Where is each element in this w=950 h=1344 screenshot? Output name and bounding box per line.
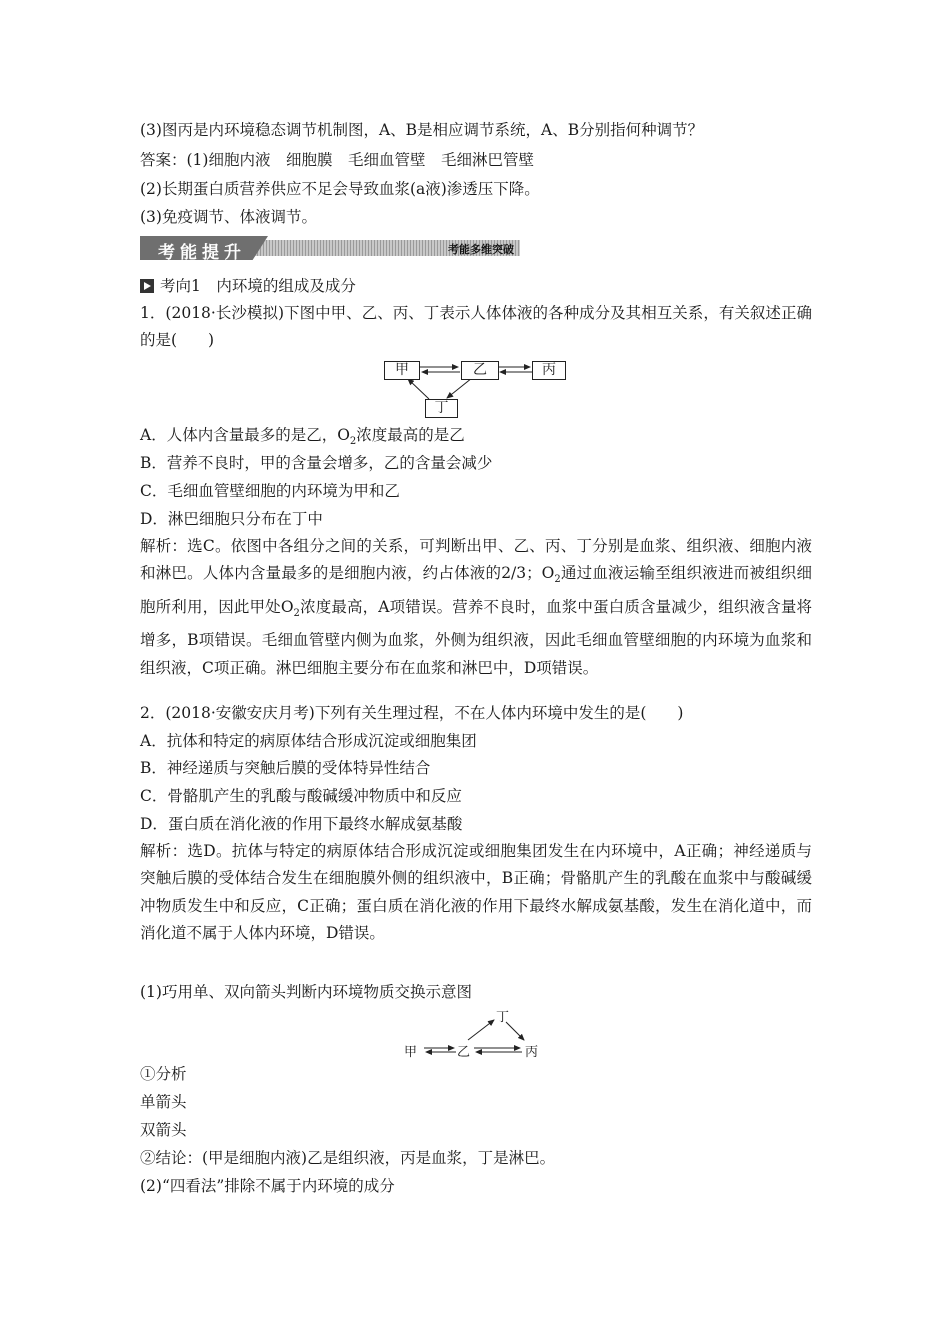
diagram-1-box-yi: 乙 (461, 361, 499, 380)
exchange-label-bing: 丙 (525, 1045, 539, 1060)
section-heading (140, 276, 820, 296)
exchange-diagram (404, 1006, 554, 1062)
analysis-heading: ①分析 (140, 1065, 187, 1083)
diagram-1-box-ding: 丁 (425, 399, 458, 418)
section-banner (140, 236, 520, 263)
tip-2-heading: (2)“四看法”排除不属于内环境的成分 (140, 1177, 395, 1195)
exchange-label-ding: 丁 (496, 1010, 510, 1025)
answer-line-1: 答案：(1)细胞内液 细胞膜 毛细血管壁 毛细淋巴管壁 (140, 151, 534, 169)
option-a-subscript: 2 (349, 436, 357, 448)
exchange-label-yi: 乙 (457, 1045, 471, 1060)
question-2-option-d: D．蛋白质在消化液的作用下最终水解成氨基酸 (140, 815, 463, 833)
explanation-1-subscript-1: 2 (554, 574, 561, 586)
explanation-1-part-1: 解析：选C。依图中各组分之间的关系，可判断出甲、乙、丙、丁分别是血浆、组织液、细胞内液和淋巴。人体内含量最多的是细胞内液，约占体液的2/3；O (140, 537, 812, 583)
question-1-option-b: B．营养不良时，甲的含量会增多，乙的含量会减少 (140, 454, 493, 472)
explanation-1-part-3: 浓度最高，A项错误。营养不良时，血浆中蛋白质含量减少，组织液含量将增多，B项错误。毛细血管壁内侧为血浆，外侧为组织液，因此毛细血管壁细胞的内环境为血浆和组织液，C项正确。淋巴细胞主要分布在血浆和淋巴中，D项错误。 (140, 597, 812, 677)
explanation-1-subscript-2: 2 (293, 608, 300, 619)
diagram-1-box-jia: 甲 (384, 361, 420, 380)
diagram-1-box-bing: 丙 (532, 361, 566, 380)
question-2-stem: 2．(2018·安徽安庆月考)下列有关生理过程，不在人体内环境中发生的是( ) (140, 704, 684, 722)
double-arrow-label: 双箭头 (140, 1121, 187, 1139)
question-2-explanation: 解析：选D。抗体与特定的病原体结合形成沉淀或细胞集团发生在内环境中，A正确；神经递质与突触后膜的受体结合发生在细胞膜外侧的组织液中，B正确；骨骼肌产生的乳酸在血浆中与酸碱缓冲物质发生中和反应，C正确；蛋白质在消化液的作用下最终水解成氨基酸，发生在消化道中，而消化道不属于人体内环境，D错误。 (140, 842, 812, 943)
question-1-stem: 1．(2018·长沙模拟)下图中甲、乙、丙、丁表示人体体液的各种成分及其相互关系，有关叙述正确的是( ) (140, 304, 812, 350)
banner-subtitle: 考能多维突破 (448, 243, 514, 256)
question-2-option-c: C．骨骼肌产生的乳酸与酸碱缓冲物质中和反应 (140, 787, 462, 805)
answer-line-2: (2)长期蛋白质营养供应不足会导致血浆(a液)渗透压下降。 (140, 180, 540, 198)
answer-line-3: (3)免疫调节、体液调节。 (140, 208, 317, 226)
play-triangle-icon (140, 279, 154, 293)
option-a-text-2: 浓度最高的是乙 (356, 426, 465, 444)
question-2-option-a: A．抗体和特定的病原体结合形成沉淀或细胞集团 (140, 732, 477, 750)
question-1-option-a (140, 425, 820, 452)
conclusion-text: ②结论：(甲是细胞内液)乙是组织液，丙是血浆，丁是淋巴。 (140, 1149, 556, 1167)
question-1-option-d: D．淋巴细胞只分布在丁中 (140, 510, 323, 528)
explanation-1-part-2: 通过血液运输至组织液进而被组织细胞所利用，因此甲处O (140, 564, 812, 616)
tip-1-heading: (1)巧用单、双向箭头判断内环境物质交换示意图 (140, 983, 472, 1001)
banner-title: 考能提升 (158, 243, 246, 263)
question-3-text: (3)图丙是内环境稳态调节机制图，A、B是相应调节系统，A、B分别指何种调节？ (140, 121, 704, 139)
option-a-text-1: A．人体内含量最多的是乙，O (140, 426, 350, 444)
single-arrow-label: 单箭头 (140, 1093, 187, 1111)
question-1-diagram (384, 358, 566, 420)
question-1-option-c: C．毛细血管壁细胞的内环境为甲和乙 (140, 482, 400, 500)
section-label: 考向1 内环境的组成及成分 (160, 277, 356, 295)
exchange-label-jia: 甲 (404, 1045, 418, 1060)
question-1-explanation (140, 533, 812, 682)
question-2-option-b: B．神经递质与突触后膜的受体特异性结合 (140, 759, 431, 777)
